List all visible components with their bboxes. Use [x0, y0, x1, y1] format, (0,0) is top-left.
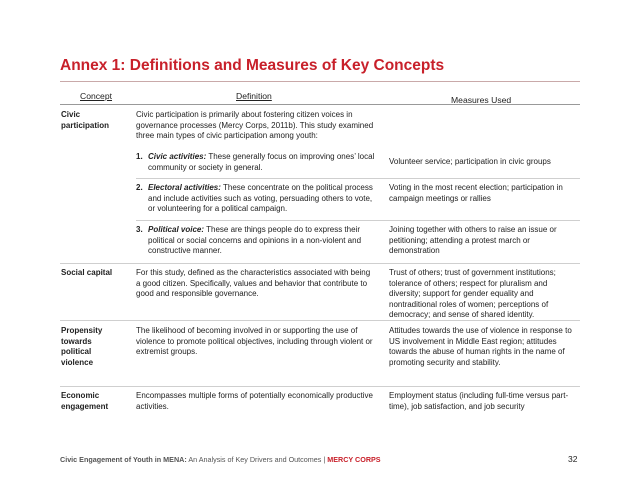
- row-divider: [136, 178, 580, 179]
- page-title: Annex 1: Definitions and Measures of Key Concepts: [60, 57, 445, 74]
- concept-line: towards: [61, 336, 92, 346]
- row-divider: [136, 220, 580, 221]
- definition-economic-engagement: Encompasses multiple forms of potentially economically productive activities.: [136, 391, 373, 411]
- item-number: 1.: [136, 152, 143, 161]
- concept-line: participation: [61, 120, 110, 130]
- measure-social-capital: Trust of others; trust of government institutions; tolerance of others; respect for pluralism and diversity; support for gender equality and nontraditional roles of women; perceptions of democracy; and sense of shared identity.: [389, 268, 556, 319]
- row-divider: [60, 320, 580, 321]
- item-term: Political voice:: [148, 225, 205, 234]
- concept-line: Civic: [61, 110, 81, 119]
- concept-line: violence: [61, 357, 94, 367]
- item-number: 3.: [136, 225, 143, 234]
- measure-civic-activities: Volunteer service; participation in civic groups: [389, 157, 551, 166]
- item-body: [136, 183, 376, 215]
- definition-social-capital: For this study, defined as the characteristics associated with being a good citizen. Specifically, values and behavior that contribute to good and responsible governance.: [136, 268, 371, 298]
- footer-brand: MERCY CORPS: [327, 455, 381, 464]
- concept-political-violence: [61, 326, 127, 368]
- page-number: 32: [568, 454, 578, 464]
- item-number: 2.: [136, 183, 143, 192]
- item-term: Electoral activities:: [148, 183, 221, 192]
- footer-subtitle: An Analysis of Key Drivers and Outcomes |: [186, 455, 328, 464]
- concept-line: political: [61, 347, 92, 356]
- item-text: These concentrate on the political process and include activities such as voting, persuading others to vote, or volunteering for a political campaign.: [148, 183, 373, 213]
- header-concept: Concept: [80, 91, 113, 101]
- measure-economic-engagement: Employment status (including full-time versus part-time), job satisfaction, and job security: [389, 391, 569, 411]
- footer-report-title: Civic Engagement of Youth in MENA:: [60, 455, 187, 464]
- definition-civic-participation: Civic participation is primarily about fostering citizen voices in governance processes (Mercy Corps, 2011b). This study examined three main types of civic participation among youth:: [136, 110, 374, 140]
- definition-political-violence: The likelihood of becoming involved in or supporting the use of violence to promote political objectives, including through violent or extremist groups.: [136, 326, 373, 356]
- item-text: These generally focus on improving ones’ local community or society in general.: [148, 152, 375, 172]
- concept-economic-engagement: [61, 391, 127, 412]
- concept-line: engagement: [61, 401, 109, 411]
- row-divider: [60, 263, 580, 264]
- measure-political-voice: Joining together with others to raise an issue or petitioning; attending a protest march or demonstration: [389, 225, 557, 255]
- civic-item-1: [136, 152, 376, 173]
- item-body: [136, 225, 376, 257]
- concept-line: Propensity: [61, 326, 103, 335]
- measure-political-violence: Attitudes towards the use of violence in response to US involvement in Middle East region; attitudes towards the abuse of human rights in the name of promoting security and stability.: [389, 326, 572, 367]
- title-divider: [60, 81, 580, 82]
- concept-line: Economic: [61, 391, 100, 400]
- item-text: These are things people do to express their political or social concerns and opinions in a non-violent and constructive manner.: [148, 225, 362, 255]
- civic-item-3: [136, 225, 376, 257]
- item-body: [136, 152, 376, 173]
- measure-electoral-activities: Voting in the most recent election; participation in campaign meetings or rallies: [389, 183, 563, 203]
- header-divider: [60, 104, 580, 105]
- civic-item-2: [136, 183, 376, 215]
- concept-civic-participation: [61, 110, 127, 131]
- row-divider: [60, 386, 580, 387]
- concept-social-capital: Social capital: [61, 268, 113, 277]
- header-definition: Definition: [236, 91, 272, 101]
- item-term: Civic activities:: [148, 152, 207, 161]
- footer: [60, 455, 381, 464]
- header-measures: Measures Used: [451, 95, 512, 105]
